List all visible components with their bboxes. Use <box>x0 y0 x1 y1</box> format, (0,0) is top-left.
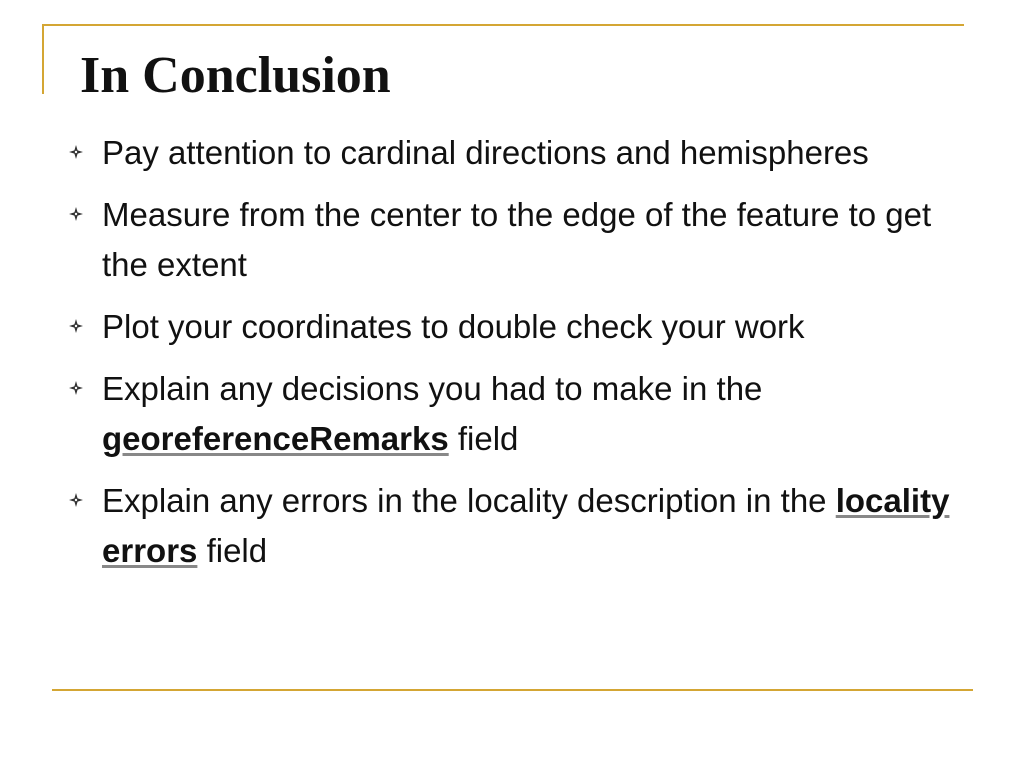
bullet-item <box>66 190 966 290</box>
bullet-item <box>66 128 966 178</box>
bullet-text-after: field <box>457 420 519 457</box>
bullet-item <box>66 364 966 464</box>
bullet-text: Plot your coordinates to double check your work <box>102 308 805 345</box>
four-petal-diamond-icon <box>68 492 84 508</box>
slide-title: In Conclusion <box>80 47 391 104</box>
field-name-locality-errors: locality errors <box>102 482 950 569</box>
bullet-list <box>66 128 966 588</box>
bullet-text-after: field <box>206 532 268 569</box>
four-petal-diamond-icon <box>68 206 84 222</box>
four-petal-diamond-icon <box>68 380 84 396</box>
bullet-item <box>66 476 966 576</box>
bullet-text: Measure from the center to the edge of the feature to get the extent <box>102 196 932 283</box>
bullet-text: Pay attention to cardinal directions and hemispheres <box>102 134 869 171</box>
field-name-georeference-remarks: georeferenceRemarks <box>102 420 449 457</box>
four-petal-diamond-icon <box>68 144 84 160</box>
bullet-item <box>66 302 966 352</box>
top-rule <box>42 24 964 26</box>
bullet-text-before: Explain any errors in the locality description in the <box>102 482 827 519</box>
left-rule <box>42 24 44 94</box>
bullet-text-before: Explain any decisions you had to make in the <box>102 370 763 407</box>
bottom-rule <box>52 689 973 691</box>
four-petal-diamond-icon <box>68 318 84 334</box>
